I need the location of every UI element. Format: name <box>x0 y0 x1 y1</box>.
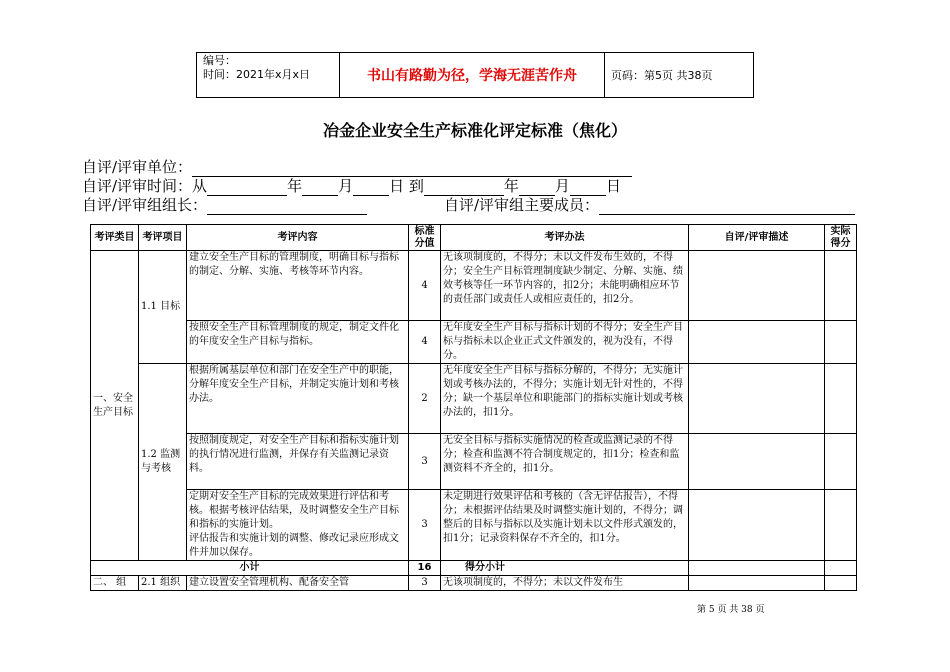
content-cell <box>187 490 409 561</box>
actual-score-cell[interactable] <box>825 364 857 434</box>
actual-score-cell[interactable] <box>825 561 857 576</box>
score-cell: 3 <box>409 434 441 490</box>
col-header: 考评办法 <box>441 225 689 251</box>
page-title: 冶金企业安全生产标准化评定标准（焦化） <box>322 121 627 140</box>
content-cell: 建立安全生产目标的管理制度，明确目标与指标的制定、分解、实施、考核等环节内容。 <box>187 251 409 321</box>
method-cell: 无该项制度的，不得分；未以文件发布生效的，不得分；安全生产目标管理制度缺少制定、分解、实施、绩效考核等任一环节内容的，扣2分；未能明确相应环节的责任部门或责任人或相应责任的，扣2分。 <box>441 251 689 321</box>
table-row <box>91 434 857 490</box>
score-cell: 4 <box>409 321 441 364</box>
day-label: 日 <box>605 177 621 195</box>
members-label: 自评/评审组主要成员： <box>444 196 600 214</box>
date-text: 时间：2021年x月x日 <box>203 68 311 81</box>
document-header <box>196 52 754 98</box>
content-cell: 按照制度规定，对安全生产目标和指标实施计划的执行情况进行监测，并保存有关监测记录资料。 <box>187 434 409 490</box>
table-row <box>91 490 857 561</box>
col-header: 考评内容 <box>187 225 409 251</box>
subtotal-got-label: 得分小计 <box>441 561 689 576</box>
self-eval-cell[interactable] <box>689 251 825 321</box>
subtotal-row <box>91 561 857 576</box>
col-header: 实际得分 <box>825 225 857 251</box>
actual-score-cell[interactable] <box>825 434 857 490</box>
motto: 书山有路勤为径，学海无涯苦作舟 <box>339 53 605 97</box>
actual-score-cell[interactable] <box>825 576 857 591</box>
content-cell: 建立设置安全管理机构、配备安全管 <box>187 576 409 591</box>
self-eval-cell[interactable] <box>689 561 825 576</box>
content-cell: 根据所属基层单位和部门在安全生产中的职能，分解年度安全生产目标，并制定实施计划和考核办法。 <box>187 364 409 434</box>
to-label: 到 <box>408 177 424 195</box>
leader-line <box>82 194 367 215</box>
members-line <box>444 194 855 215</box>
method-cell: 无年度安全生产目标与指标计划的不得分；安全生产目标与指标未以企业正式文件颁发的，视为没有，不得分。 <box>441 321 689 364</box>
self-eval-cell[interactable] <box>689 434 825 490</box>
method-cell: 无安全目标与指标实施情况的检查或监测记录的不得分；检查和监测不符合制度规定的，扣1分；检查和监测资料不齐全的，扣1分。 <box>441 434 689 490</box>
col-header: 考评类目 <box>91 225 139 251</box>
table-header-row <box>91 225 857 251</box>
actual-score-cell[interactable] <box>825 251 857 321</box>
page-footer: 第 5 页 共 38 页 <box>697 605 765 615</box>
item-cell: 1.1 目标 <box>139 251 187 364</box>
self-eval-cell[interactable] <box>689 321 825 364</box>
leader-label: 自评/评审组组长： <box>82 196 208 214</box>
month-label: 月 <box>554 177 570 195</box>
page-indicator: 页码：第5页 共38页 <box>611 69 713 82</box>
method-cell: 无年度安全生产目标与指标分解的，不得分；无实施计划或考核办法的，不得分；实施计划无针对性的，不得分；缺一个基层单位和职能部门的指标实施计划或考核办法的，扣1分。 <box>441 364 689 434</box>
method-cell: 未定期进行效果评估和考核的（含无评估报告），不得分；未根据评估结果及时调整实施计划的，不得分；调整后的目标与指标以及实施计划未以文件形式颁发的，扣1分；记录资料保存不齐全的，扣1分。 <box>441 490 689 561</box>
self-eval-cell[interactable] <box>689 490 825 561</box>
leader-blank <box>207 200 367 215</box>
method-cell: 无该项制度的，不得分；未以文件发布生 <box>441 576 689 591</box>
unit-label: 自评/评审单位： <box>82 158 193 176</box>
time-line <box>82 175 621 196</box>
actual-score-cell[interactable] <box>825 321 857 364</box>
table-row <box>91 321 857 364</box>
table-row <box>91 364 857 434</box>
category-cell: 二、 组 <box>91 576 139 591</box>
col-header: 自评/评审描述 <box>689 225 825 251</box>
day-label: 日 <box>389 177 405 195</box>
col-header: 标准分值 <box>409 225 441 251</box>
subtotal-score: 16 <box>409 561 441 576</box>
subtotal-label: 小计 <box>91 561 409 576</box>
year-label: 年 <box>503 177 519 195</box>
item-cell: 1.2 监测与考核 <box>139 364 187 561</box>
actual-score-cell[interactable] <box>825 490 857 561</box>
header-left <box>197 53 339 97</box>
time-label: 自评/评审时间：从 <box>82 177 208 195</box>
category-cell: 一、安全生产目标 <box>91 251 139 561</box>
self-eval-cell[interactable] <box>689 576 825 591</box>
code-label: 编号： <box>203 54 236 67</box>
table-row <box>91 576 857 591</box>
content-text-2: 评估报告和实施计划的调整、修改记录应形成文件并加以保存。 <box>189 533 399 558</box>
year-label: 年 <box>287 177 303 195</box>
month-label: 月 <box>338 177 354 195</box>
self-eval-cell[interactable] <box>689 364 825 434</box>
members-blank <box>599 200 855 215</box>
content-cell: 按照安全生产目标管理制度的规定，制定文件化的年度安全生产目标与指标。 <box>187 321 409 364</box>
score-cell: 3 <box>409 490 441 561</box>
unit-line <box>82 156 632 177</box>
score-cell: 2 <box>409 364 441 434</box>
evaluation-table <box>90 224 857 591</box>
content-text: 定期对安全生产目标的完成效果进行评估和考核。根据考核评估结果，及时调整安全生产目标和指标的实施计划。 <box>189 491 399 530</box>
col-header: 考评项目 <box>139 225 187 251</box>
score-cell: 3 <box>409 576 441 591</box>
table-row <box>91 251 857 321</box>
score-cell: 4 <box>409 251 441 321</box>
item-cell: 2.1 组织 <box>139 576 187 591</box>
